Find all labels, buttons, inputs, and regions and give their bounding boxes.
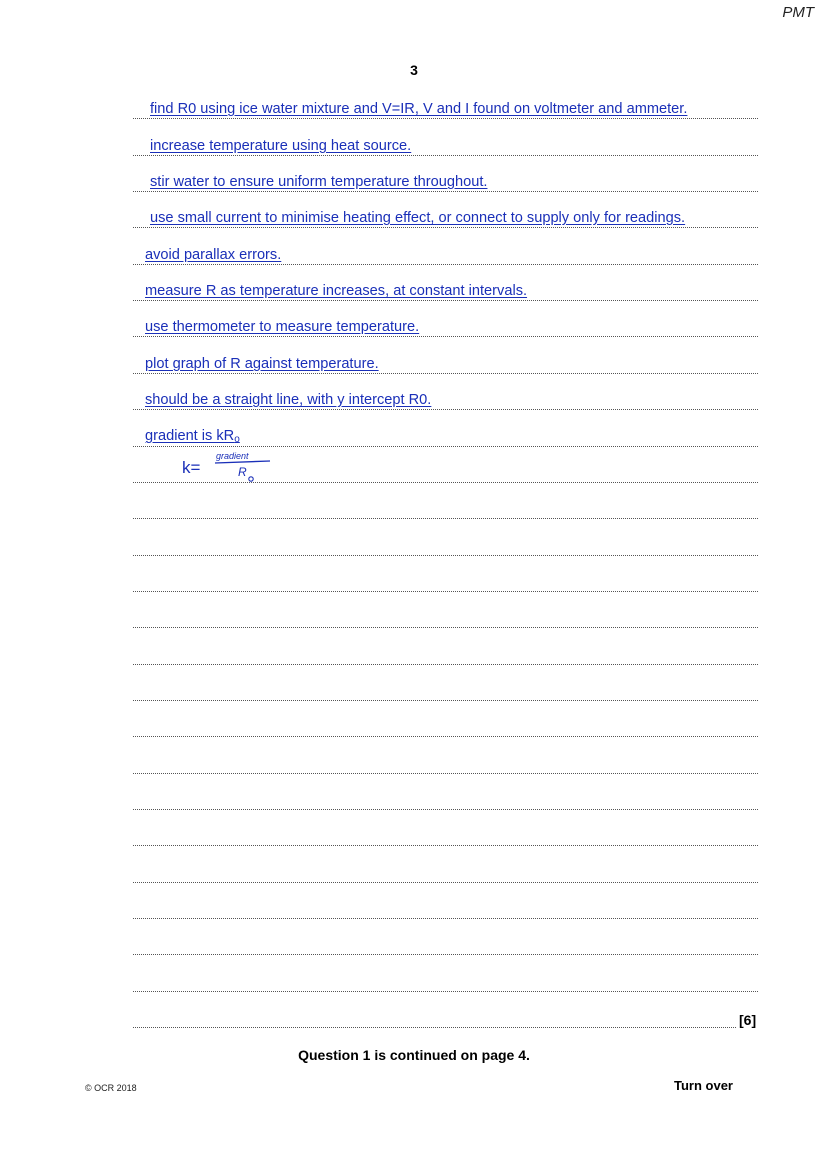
answer-text: find R0 using ice water mixture and V=IR, V and I found on voltmeter and ammeter.: [150, 101, 688, 117]
answer-line: [133, 316, 758, 337]
answer-text: use thermometer to measure temperature.: [145, 319, 420, 335]
answer-line: [133, 789, 758, 810]
marks-label: [6]: [739, 1012, 757, 1028]
answer-text: measure R as temperature increases, at constant intervals.: [145, 283, 528, 299]
answer-line: [133, 98, 758, 119]
answer-line: [133, 753, 758, 774]
watermark: PMT: [782, 4, 814, 21]
answer-text-main: gradient is kR: [145, 428, 235, 444]
answer-line: [133, 862, 758, 883]
answer-text: should be a straight line, with y intercept R0.: [145, 392, 432, 408]
subscript-zero: o: [234, 434, 240, 445]
subscript-zero: [249, 477, 253, 481]
answer-line: [133, 934, 758, 955]
answer-lines: [133, 0, 758, 1171]
continued-note: Question 1 is continued on page 4.: [298, 1047, 530, 1063]
formula-lhs: k=: [182, 458, 201, 477]
fraction-bar: [215, 461, 270, 463]
answer-text: avoid parallax errors.: [145, 247, 282, 263]
answer-text: [145, 428, 240, 445]
answer-line: [133, 680, 758, 701]
answer-text: increase temperature using heat source.: [150, 138, 412, 154]
answer-line: [133, 607, 758, 628]
answer-line: [133, 498, 758, 519]
answer-line: [133, 1007, 736, 1028]
answer-line: [133, 207, 758, 228]
answer-line: [133, 971, 758, 992]
answer-text: stir water to ensure uniform temperature throughout.: [150, 174, 488, 190]
answer-line: [133, 571, 758, 592]
answer-line: [133, 535, 758, 556]
answer-line: [133, 171, 758, 192]
answer-text: plot graph of R against temperature.: [145, 356, 379, 372]
answer-line: [133, 825, 758, 846]
page-number: 3: [410, 62, 418, 78]
answer-line: [133, 280, 758, 301]
turn-over: Turn over: [674, 1078, 733, 1093]
answer-line: [133, 426, 758, 447]
answer-line: [133, 389, 758, 410]
answer-line: [133, 644, 758, 665]
answer-line: [133, 135, 758, 156]
answer-text: use small current to minimise heating effect, or connect to supply only for readings.: [150, 210, 686, 226]
formula-denominator: R: [238, 465, 247, 479]
answer-line: [133, 898, 758, 919]
formula-numerator: gradient: [216, 451, 249, 461]
answer-line: [133, 716, 758, 737]
answer-line: [133, 353, 758, 374]
copyright: © OCR 2018: [85, 1083, 137, 1093]
answer-line: [133, 244, 758, 265]
handwritten-formula: [180, 448, 280, 488]
